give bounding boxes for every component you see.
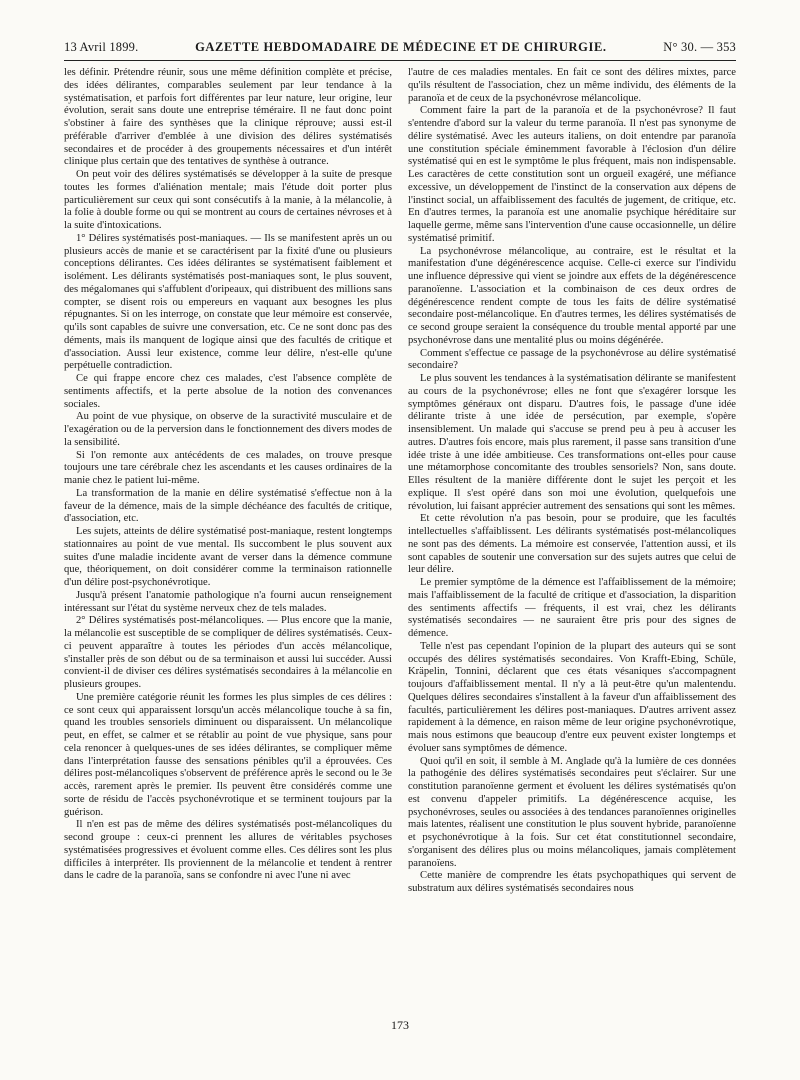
paragraph: Comment faire la part de la paranoïa et de la psychonévrose? Il faut s'entendre d'abord sur la valeur du terme paranoïa. Il n'est pas synonyme de délire systématisé. Avec les auteurs italiens, on doit entendre par paranoïa une constitution spéciale éminemment favorable à l'éclosion d'un délire systématisé qui en est le symptôme le plus fréquent, mais non indispensable. Les caractères de cette constitution sont un orgueil exagéré, une méfiance excessive, un développement de l'instinct de la conservation aux dépens de l'instinct social, un affaiblissement des facultés de jugement, de critique, etc. En d'autres termes, la paranoïa est une anomalie psychique héréditaire sur laquelle germe, même sans l'intervention d'une cause occasionnelle, un délire systématisé primitif.	[408, 105, 736, 244]
paragraph: 2° Délires systématisés post-mélancoliques. — Plus encore que la manie, la mélancolie est susceptible de se compliquer de délires systématisés. Ceux-ci peuvent apparaître à toutes les périodes d'un accès mélancolique, s'installer près de son début ou de sa terminaison et aussi lui succéder. Aussi convient-il de diviser ces délires systématisés secondaires à la mélancolie en plusieurs groupes.	[64, 615, 392, 690]
paragraph: Si l'on remonte aux antécédents de ces malades, on trouve presque toujours une tare cérébrale chez les ascendants et les causes ordinaires de la manie chez le patient lui-même.	[64, 449, 392, 486]
folio-number: 173	[391, 1018, 409, 1032]
paragraph: Le premier symptôme de la démence est l'affaiblissement de la mémoire; mais l'affaiblissement de la faculté de critique et d'association, la disparition des sentiments affectifs — fréquents, il est vrai, chez les délirants systématisés secondaires — ne sauraient être pris pour des signes de démence.	[408, 577, 736, 639]
left-column	[64, 67, 392, 1017]
paragraph: Jusqu'à présent l'anatomie pathologique n'a fourni aucun renseignement intéressant sur l'état du système nerveux chez de tels malades.	[64, 589, 392, 614]
paragraph: Une première catégorie réunit les formes les plus simples de ces délires : ce sont ceux qui apparaissent lorsqu'un accès mélancolique touche à sa fin, quand les troubles sensoriels diminuent ou disparaissent. Un mélancolique peut, en effet, se calmer et se rétablir au point de vue physique, sans pour cela renoncer à quelques-unes de ses idées délirantes, se compliquer même dans l'interprétation fausse des sensations pénibles qu'il a éprouvées. Ces délires post-mélancoliques s'observent de préférence après le second ou le 3e accès, rarement après le premier. Ils peuvent être considérés comme une sorte de résidu de l'accès psychonévrotique et se terminent toujours par la guérison.	[64, 691, 392, 818]
paragraph: Comment s'effectue ce passage de la psychonévrose au délire systématisé secondaire?	[408, 347, 736, 372]
paragraph: Les sujets, atteints de délire systématisé post-maniaque, restent longtemps stationnaires au point de vue mental. Ils succombent le plus souvent aux suites d'une maladie incidente avant de verser dans la démence commune que, théoriquement, on doit considérer comme la terminaison rationnelle d'un délire post-psychonévrotique.	[64, 526, 392, 588]
paragraph: Quoi qu'il en soit, il semble à M. Anglade qu'à la lumière de ces données la pathogénie des délires systématisés secondaires peut s'éclairer. Sur une constitution paranoïenne germent et évoluent les délires systématisés qu'on est convenu d'appeler primitifs. La dégénérescence acquise, les psychonévroses, seules ou associées à des tendances paranoïennes originelles mais latentes, réalisent une constitution le plus souvent hybride, paranoïenne et psychonévrotique à la fois. Sur cet état constitutionnel secondaire, s'organisent des délires plus ou moins mélancoliques, jamais complètement paranoïens.	[408, 755, 736, 869]
right-column	[408, 67, 736, 1017]
paragraph: La psychonévrose mélancolique, au contraire, est le résultat et la manifestation d'une dégénérescence acquise. Celle-ci exerce sur l'individu une influence dépressive qui vient se joindre aux effets de la dégénérescence paranoïenne. L'association et la combinaison de ces deux ordres de dégénérescence rendent compte de tous les faits de délire systématisé secondaire post-mélancolique. En d'autres termes, les délires systématisés de ce second groupe seraient la conséquence du trouble mental apporté par une psychonévrose dans une mentalité plus ou moins dégénérée.	[408, 245, 736, 346]
paragraph: Ce qui frappe encore chez ces malades, c'est l'absence complète de sentiments affectifs, et la perte absolue de la notion des convenances sociales.	[64, 373, 392, 410]
paragraph: l'autre de ces maladies mentales. En fait ce sont des délires mixtes, parce qu'ils résultent de l'association, chez un même individu, des éléments de la paranoïa et de ceux de la psychonévrose mélancolique.	[408, 67, 736, 104]
paragraph: les définir. Prétendre réunir, sous une même définition complète et précise, des idées délirantes, comparables seulement par leur tendance à la systématisation, et parfois fort différentes par leur nature, leur origine, leur évolution, serait sans doute une entreprise téméraire. Il ne faut donc point s'obstiner à faire des synthèses que la clinique réprouve; aussi est-il préférable d'arriver d'emblée à une division des délires systématisés secondaires et de procéder à des groupements nécessaires et d'un intérêt clinique plus certain que des tentatives de synthèse à outrance.	[64, 67, 392, 168]
paragraph: 1° Délires systématisés post-maniaques. — Ils se manifestent après un ou plusieurs accès de manie et se caractérisent par la fixité d'une ou plusieurs conceptions délirantes. Ces idées délirantes se systématisent faiblement et isolément. Les délirants systématisés post-maniaques sont, le plus souvent, des mégalomanes qui s'affublent d'oripeaux, qui distribuent des millions sans compter, se disent rois ou empereurs en vaquant aux besognes les plus répugnantes. Si on les interroge, on constate que leur mémoire est conservée, qu'ils sont capables de suivre une conversation, etc. Ce ne sont donc pas des déments, mais ils manquent de logique ainsi que des facultés de critique et d'association. Aussi leur existence, comme leur délire, n'est-elle qu'une perpétuelle contradiction.	[64, 232, 392, 372]
running-header	[64, 40, 736, 61]
header-page-number: N° 30. — 353	[663, 40, 736, 54]
paragraph: Et cette révolution n'a pas besoin, pour se produire, que les facultés intellectuelles s'affaiblissent. Les délirants systématisés post-mélancoliques ne sont pas des déments. La mémoire est conservée, l'attention aussi, et ils sont capables de soutenir une conversation sur des sujets autres que celui de leur délire.	[408, 513, 736, 576]
header-date: 13 Avril 1899.	[64, 40, 139, 54]
paragraph: Cette manière de comprendre les états psychopathiques qui servent de substratum aux délires systématisés secondaires nous	[408, 870, 736, 894]
paragraph: On peut voir des délires systématisés se développer à la suite de presque toutes les formes d'aliénation mentale; mais l'étude doit porter plus particulièrement sur ceux qui sont consécutifs à la manie, à la mélancolie, à la folie à double forme ou qui se montrent au cours de certaines névroses et à la suite d'intoxications.	[64, 169, 392, 231]
header-journal-title: GAZETTE HEBDOMADAIRE DE MÉDECINE ET DE CHIRURGIE.	[195, 40, 607, 54]
paragraph: La transformation de la manie en délire systématisé s'effectue non à la faveur de la démence, mais de la simple déchéance des facultés de critique, d'association, etc.	[64, 487, 392, 525]
paragraph: Le plus souvent les tendances à la systématisation délirante se manifestent au cours de la psychonévrose; elles ne font que s'exagérer lorsque les symptômes généraux ont disparu. D'autres fois, le passage d'une idée délirante triste à une idée de persécution, par exemple, s'opère insensiblement. Un malade qui s'accuse se prend peu à peu à accuser les autres. D'autres fois encore, mais plus rarement, il passe sans transition d'une idée triste à une idée ambitieuse. Ces transformations ont-elles pour cause une métamorphose concomitante des troubles sensoriels? Non, sans doute. Elles résultent de la manière différente dont le sujet les perçoit et les explique. Il s'est opéré dans son moi une évolution, quelquefois une révolution, lui faisant apprécier autrement des sensations qui sont les mêmes.	[408, 373, 736, 512]
paragraph: Telle n'est pas cependant l'opinion de la plupart des auteurs qui se sont occupés des délires systématisés secondaires. Von Krafft-Ebing, Schüle, Kräpelin, Tonnini, déclarent que ces états vésaniques s'accompagnent toujours d'affaiblissement mental. Il n'y a là peut-être qu'un malentendu. Quelques délires secondaires s'installent à la faveur d'un affaiblissement des facultés, particulièrement les délires post-maniaques. D'autres arrivent assez rapidement à la démence, en raison même de leur origine psychonévrotique, mais nous estimons que beaucoup d'entre eux peuvent exister longtemps et évoluer sans symptômes de démence.	[408, 640, 736, 754]
paragraph: Il n'en est pas de même des délires systématisés post-mélancoliques du second groupe : ceux-ci prennent les allures de véritables psychoses systématisées progressives et évoluent comme elles. Ces délires sont les plus difficiles à interpréter. Ils proviennent de la mélancolie et tendent à rentrer dans le cadre de la paranoïa, sans se confondre ni avec l'une ni avec	[64, 819, 392, 882]
text-columns	[64, 67, 736, 1017]
paragraph: Au point de vue physique, on observe de la suractivité musculaire et de l'exagération ou de la perversion dans le fonctionnement des divers modes de la sensibilité.	[64, 411, 392, 448]
